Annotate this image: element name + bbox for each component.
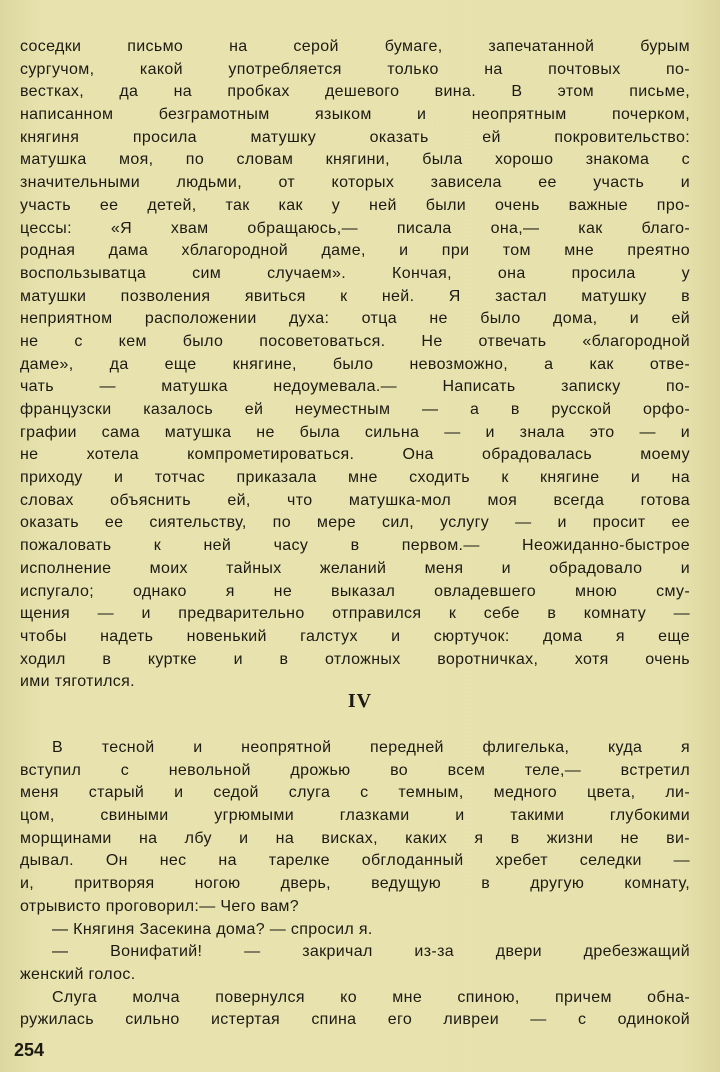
chapter-heading: IV (347, 690, 373, 712)
text-line: меня старый и седой слуга с темным, медного цвета, ли- (20, 784, 690, 802)
dialogue-line: — Княгиня Засекина дома? — спросил я. (52, 920, 373, 938)
text-line: ходил в куртке и в отложных воротничках, хотя очень (20, 650, 690, 668)
text-line: исполнение моих тайных желаний меня и обрадовало и (20, 559, 690, 577)
chapter-text (20, 737, 690, 1032)
text-line: дывал. Он нес на тарелке обглоданный хребет селедки — (20, 852, 690, 870)
text-line: даме», да еще княгине, было невозможно, а как отве- (20, 355, 690, 373)
dialogue-line: — Вонифатий! — закричал из-за двери дребезжащий (52, 943, 690, 961)
text-line: французски казалось ей неуместным — а в русской орфо- (20, 401, 690, 418)
text-line: Слуга молча повернулся ко мне спиною, причем обна- (52, 988, 690, 1006)
text-line: цом, свиными угрюмыми глазками и такими глубокими (20, 807, 690, 825)
text-line: испугало; однако я не выказал овладевшего мною сму- (20, 582, 690, 600)
text-line: воспользыватца сим случаем». Кончая, она просила у (20, 264, 690, 282)
paragraph-continued (20, 36, 690, 694)
text-line: написанном безграмотным языком и неопрятным почерком, (20, 106, 690, 124)
text-line: матушка моя, по словам княгини, была хорошо знакома с (20, 151, 690, 169)
text-line: вступил с невольной дрожью во всем теле,— встретил (20, 761, 690, 779)
text-line: отрывисто проговорил:— Чего вам? (20, 897, 300, 915)
text-line: не хотела компрометироваться. Она обрадовалась моему (20, 446, 690, 464)
text-line: щения — и предварительно отправился к себе в комнату — (20, 605, 690, 623)
text-line: ружилась сильно истертая спина его ливреи — с одинокой (20, 1011, 690, 1029)
text-line: чтобы надеть новенький галстух и сюртучок: дома я еще (20, 627, 690, 645)
text-line: оказать ее сиятельству, по мере сил, услугу — и просит ее (20, 514, 690, 532)
text-line: княгиня просила матушку оказать ей покровительство: (20, 128, 690, 146)
text-line: матушки позволения явиться к ней. Я застал матушку в (20, 287, 690, 305)
text-line: неприятном расположении духа: отца не было дома, и ей (20, 310, 690, 328)
text-line: участь ее детей, так как у ней были очень важные про- (20, 196, 690, 214)
text-line: и, притворяя ногою дверь, ведущую в другую комнату, (20, 875, 690, 893)
text-line: женский голос. (20, 965, 136, 983)
text-line: словах объяснить ей, что матушка-мол моя всегда готова (20, 491, 690, 509)
text-line: не с кем было посоветоваться. Не отвечать «благородной (20, 332, 690, 350)
text-line: морщинами на лбу и на висках, каких я в жизни не ви- (20, 829, 690, 847)
text-line: В тесной и неопрятной передней флигелька, куда я (52, 739, 690, 756)
text-line: сургучом, какой употребляется только на почтовых по- (20, 60, 690, 78)
text-line: вестках, да на пробках дешевого вина. В этом письме, (20, 83, 690, 101)
text-line: цессы: «Я хвам обращаюсь,— писала она,— как благо- (20, 219, 690, 237)
text-line: чать — матушка недоумевала.— Написать записку по- (20, 378, 690, 396)
text-line: приходу и тотчас приказала мне сходить к княгине и на (20, 469, 690, 487)
page-number: 254 (14, 1040, 45, 1060)
text-line: родная дама хблагородной даме, и при том мне преятно (20, 242, 690, 260)
text-line: пожаловать к ней часу в первом.— Неожиданно-быстрое (20, 537, 690, 555)
text-line: соседки письмо на серой бумаге, запечатанной бурым (20, 38, 690, 55)
text-line: ими тяготился. (20, 673, 135, 691)
text-line: значительными людьми, от которых зависела ее участь и (20, 174, 690, 192)
text-line: графии сама матушка не была сильна — и знала это — и (20, 423, 690, 441)
